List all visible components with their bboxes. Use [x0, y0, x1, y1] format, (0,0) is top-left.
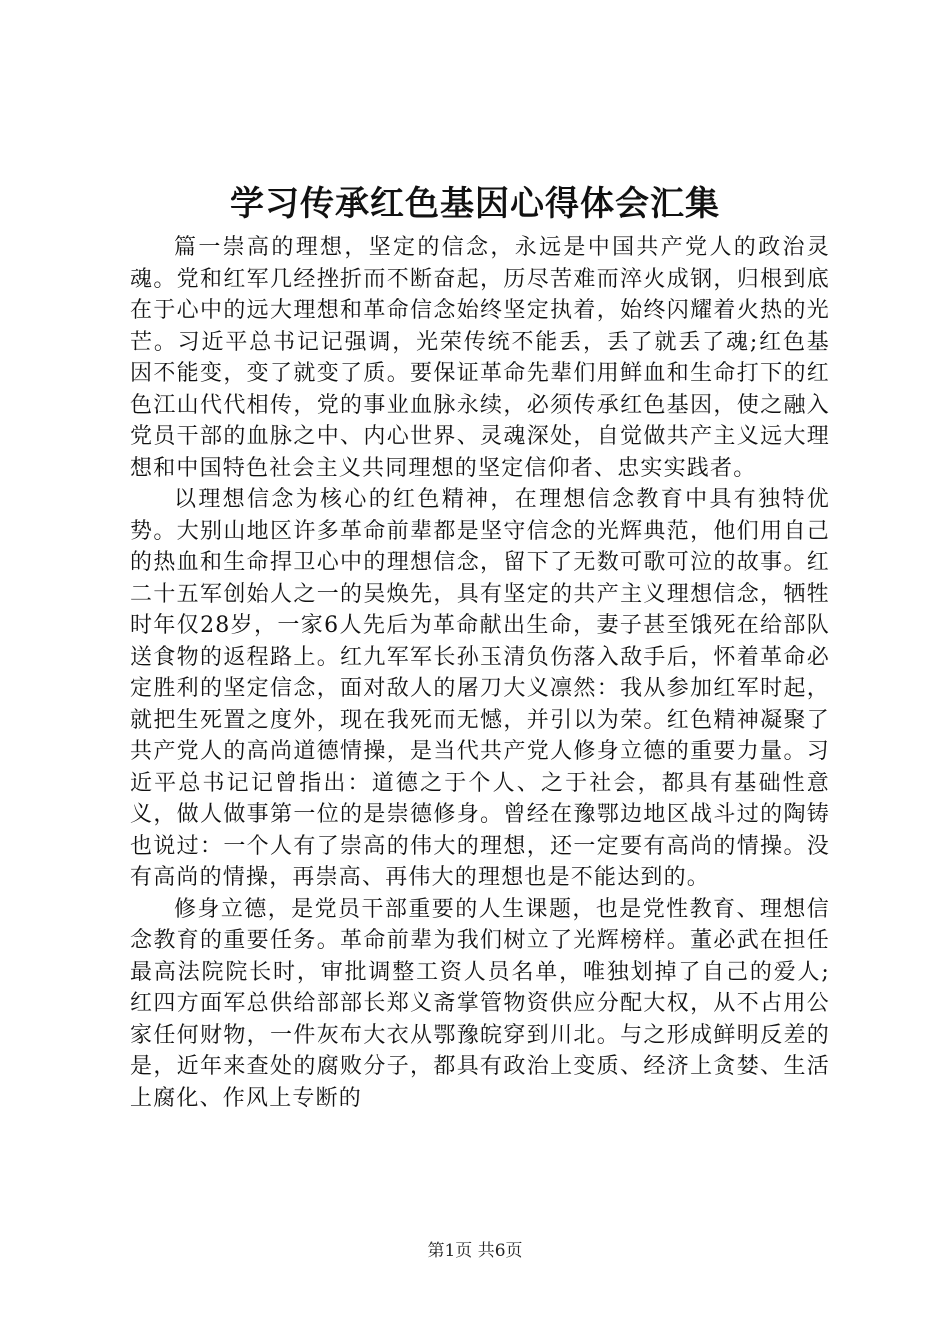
- document-title: 学习传承红色基因心得体会汇集: [230, 184, 720, 224]
- paragraph-2: 以理想信念为核心的红色精神，在理想信念教育中具有独特优势。大别山地区许多革命前辈都是坚守信念的光辉典范，他们用自己的热血和生命捍卫心中的理想信念，留下了无数可歌可泣的故事。红二十五军创始人之一的吴焕先，具有坚定的共产主义理想信念，牺牲时年仅28岁，一家6人先后为革命献出生命，妻子甚至饿死在给部队送食物的返程路上。红九军军长孙玉清负伤落入敌手后，怀着革命必定胜利的坚定信念，面对敌人的屠刀大义凛然：我从参加红军时起，就把生死置之度外，现在我死而无憾，并引以为荣。红色精神凝聚了共产党人的高尚道德情操，是当代共产党人修身立德的重要力量。习近平总书记记曾指出：道德之于个人、之于社会，都具有基础性意义，做人做事第一位的是崇德修身。曾经在豫鄂边地区战斗过的陶铸也说过：一个人有了崇高的伟大的理想，还一定要有高尚的情操。没有高尚的情操，再崇高、再伟大的理想也是不能达到的。: [130, 487, 830, 890]
- page-number-footer: 第1页 共6页: [427, 1241, 523, 1261]
- document-body: [130, 232, 830, 1114]
- paragraph-1: 篇一崇高的理想，坚定的信念，永远是中国共产党人的政治灵魂。党和红军几经挫折而不断奋起，历尽苦难而淬火成钢，归根到底在于心中的远大理想和革命信念始终坚定执着，始终闪耀着火热的光芒。习近平总书记记强调，光荣传统不能丢，丢了就丢了魂;红色基因不能变，变了就变了质。要保证革命先辈们用鲜血和生命打下的红色江山代代相传，党的事业血脉永续，必须传承红色基因，使之融入党员干部的血脉之中、内心世界、灵魂深处，自觉做共产主义远大理想和中国特色社会主义共同理想的坚定信仰者、忠实实践者。: [130, 235, 830, 481]
- paragraph-3: 修身立德，是党员干部重要的人生课题，也是党性教育、理想信念教育的重要任务。革命前辈为我们树立了光辉榜样。董必武在担任最高法院院长时，审批调整工资人员名单，唯独划掉了自己的爱人;红四方面军总供给部部长郑义斋掌管物资供应分配大权，从不占用公家任何财物，一件灰布大衣从鄂豫皖穿到川北。与之形成鲜明反差的是，近年来查处的腐败分子，都具有政治上变质、经济上贪婪、生活上腐化、作风上专断的: [130, 896, 830, 1111]
